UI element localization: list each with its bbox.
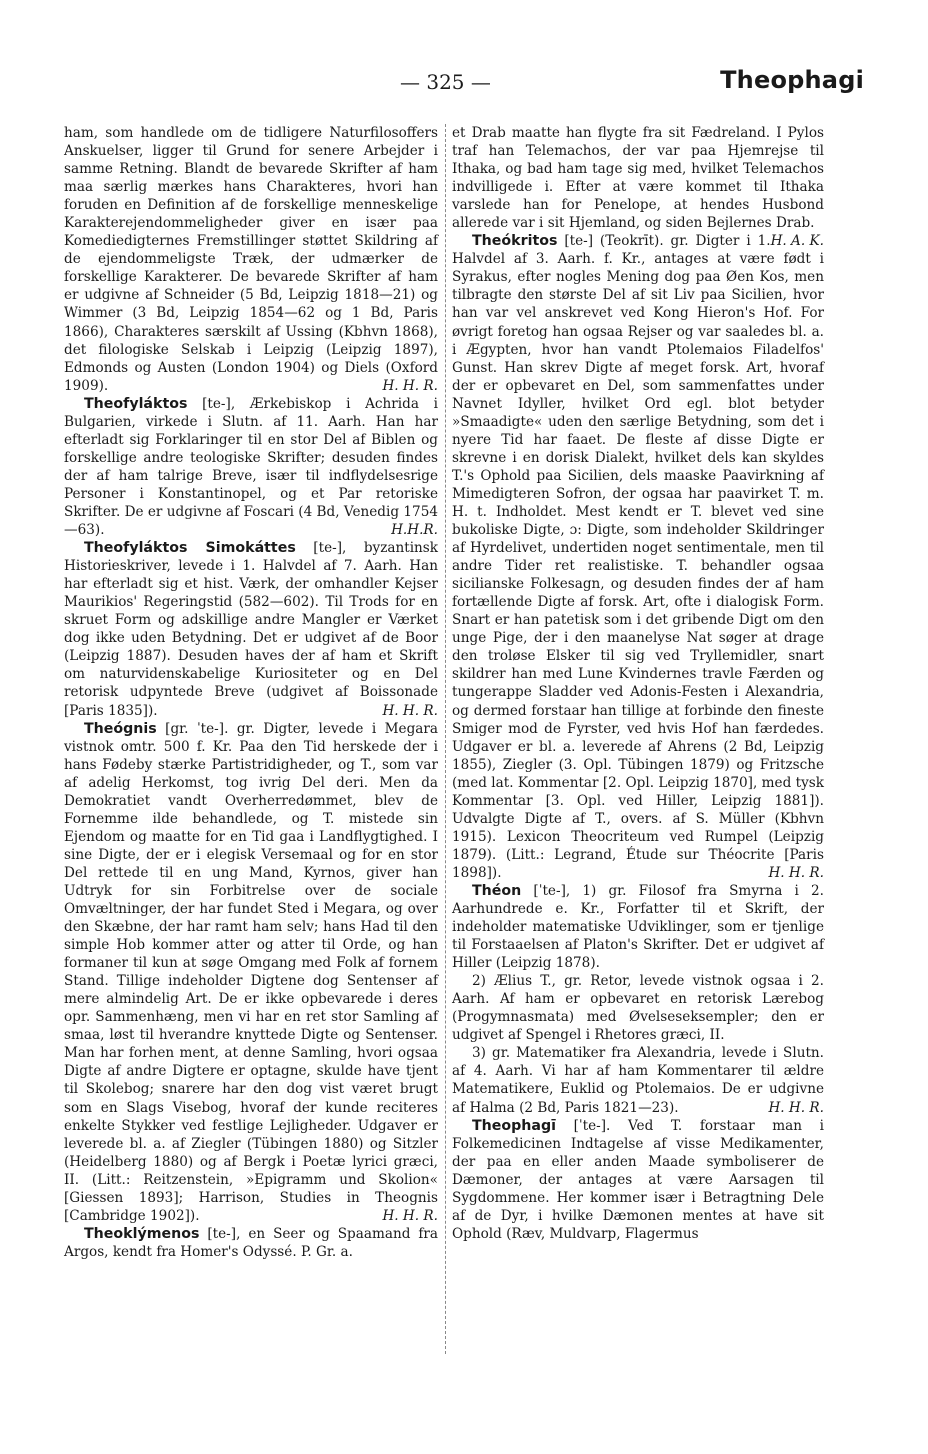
entry-text: [te-], byzantinsk Historieskriver, levede i 1. Halvdel af 7. Aarh. Han har efterladt sig et hist. Værk, der omhandler Kejser Maurikios' Regeringstid (582—602). Til Trods for en skruet Form og adskillige andre Mangler er Værket dog ikke uden Betydning. Det er udgivet af de Boor (Leipzig 1887). Desuden haves der af ham et Skrift om naturvidenskabelige Kuriositeter og en Del retorisk udpyntede Breve (udgivet af Boissonade [Paris 1835]).: [64, 540, 439, 719]
entry-paragraph: [64, 720, 438, 1225]
page-header: [60, 66, 864, 106]
running-head: Theophagi: [720, 66, 864, 94]
entry-text: [ˈte-], 1) gr. Filosof fra Smyrna i 2. Aarhundrede e. Kr., Forfatter til et Skrift, der indeholder matematiske Udviklinger, som er tjenlige til Forstaaelsen af Platon's Skrifter. Det er udgivet af Hiller (Leipzig 1878).: [452, 882, 825, 972]
entry-text: [te-] (Teokrīt). gr. Digter i 1. Halvdel af 3. Aarh. f. Kr., antages at være født i Syrakus, efter nogles Mening dog paa Øen Kos, men tilbragte den største Del af sit Liv paa Sicilien, hvor han var vel anskrevet ved Kong Hieron's Hof. For øvrigt foretog han ogsaa Rejser og var saaledes bl. a. i Ægypten, hvor han vandt Ptolemaios Filadelfos' Gunst. Han skrev Digte af meget forsk. Art, hvoraf der er opbevaret en Del, som sammenfattes under Navnet Idyller, hvilket Ord egl. blot betyder »Smaadigte« uden den særlige Betydning, som det i nyere Tid har faaet. De fleste af disse Digte er skrevne i en dorisk Dialekt, hvilket dels kan skyldes T.'s Ophold paa Sicilien, dels maaske Paavirkning af Mimedigteren Sofron, der ogsaa har paavirket T. m. H. t. Indholdet. Mest kendt er T. blevet ved sine bukoliske Digte, ɔ: Digte, som indeholder Skildringer af Hyrdelivet, undertiden noget sentimentale, men til andre Tider ret realistiske. T. behandler ogsaa sicilianske Folkesagn, og desuden findes der af ham fortællende Digte af forsk. Art, ofte i dialogisk Form. Snart er han patetisk som i det gribende Digt om den unge Pige, der i den maanelyse Nat søger at drage den troløse Elsker til sig ved Tryllemidler, snart skildrer han med Lune Kvindernes travle Færden og tungerappe Sladder ved Adonis-Festen i Alexandria, og dermed forstaar han tillige at forbinde den fineste Smiger mod de Fyrster, ved hvis Hof han færdedes. Udgaver er bl. a. leverede af Ahrens (2 Bd, Leipzig 1855), Ziegler (3. Opl. Tübingen 1879) og Fritzsche (med lat. Kommentar [2. Opl. Leipzig 1870], med tysk Kommentar [3. Opl. ved Hiller, Leipzig 1881]). Udvalgte Digte af T., overs. af S. Müller (Kbhvn 1915). Lexicon Theocriteum ved Rumpel (Leipzig 1879). (Litt.: Legrand, Étude sur Théocrite [Paris 1898]).: [452, 233, 824, 881]
entry-headword: Theofyláktos Simokáttes: [84, 540, 296, 557]
entry-paragraph: [452, 882, 824, 972]
entry-paragraph: [452, 972, 824, 1044]
author-signature: H.H.R.: [391, 522, 438, 539]
author-signature: H. A. K.: [770, 233, 824, 250]
page-number: — 325 —: [400, 70, 491, 94]
author-signature: H. H. R.: [382, 377, 438, 394]
entry-text: 3) gr. Matematiker fra Alexandria, levede i Slutn. af 4. Aarh. Vi har af ham Kommentarer til ældre Matematikere, Euklid og Ptolemaios. De er udgivne af Halma (2 Bd, Paris 1821—23).: [452, 1045, 824, 1116]
entry-paragraph: [64, 124, 438, 395]
entry-paragraph: [64, 539, 438, 719]
entry-headword: Theophagī: [472, 1117, 556, 1134]
author-signature: H. H. R.: [768, 1099, 824, 1116]
entry-headword: Theoklýmenos: [84, 1225, 200, 1242]
entry-headword: Théon: [472, 882, 522, 899]
entry-headword: Theógnis: [84, 720, 157, 737]
entry-paragraph: [452, 1044, 824, 1116]
entry-paragraph: [452, 1117, 824, 1243]
author-signature: H. H. R.: [382, 1207, 438, 1224]
entry-paragraph: [64, 1225, 438, 1261]
entry-text: 2) Ælius T., gr. Retor, levede vistnok ogsaa i 2. Aarh. Af ham er opbevaret en retorisk Lærebog (Progymnasmata) med Øvelseseksempler; den er udgivet af Spengel i Rhetores græci, II.: [452, 973, 824, 1044]
entry-headword: Theókritos: [472, 233, 558, 250]
left-column: [64, 124, 438, 1261]
entry-text: [te-], Ærkebiskop i Achrida i Bulgarien, virkede i Slutn. af 11. Aarh. Han har efterladt sig Forklaringer til en stor Del af Biblen og forskellige andre teologiske Skrifter; desuden findes der af ham talrige Breve, især til indflydelsesrige Personer i Konstantinopel, og et Par retoriske Skrifter. De er udgivne af Foscari (4 Bd, Venedig 1754—63).: [64, 395, 438, 539]
author-signature: H. H. R.: [768, 864, 824, 881]
entry-text: ham, som handlede om de tidligere Naturfilosoffers Anskuelser, ligger til Grund for senere Arbejder i samme Retning. Blandt de bevarede Skrifter af ham maa særlig mærkes hans Charakteres, hvori han foruden en Definition af de forskellige menneskelige Karakterejendommeligheder giver en især paa Komediedigternes Fremstillinger støttet Skildring af de ejendommeligste Træk, der udmærker de forskellige Karakterer. De bevarede Skrifter af ham er udgivne af Schneider (5 Bd, Leipzig 1818—21) og Wimmer (3 Bd, Leipzig 1854—62 og 1 Bd, Paris 1866), Charakteres særskilt af Ussing (Kbhvn 1868), det filologiske Selskab i Leipzig (Leipzig 1897), Edmonds og Austen (London 1904) og Diels (Oxford 1909).: [64, 125, 438, 394]
entry-paragraph: [452, 232, 824, 882]
entry-text: et Drab maatte han flygte fra sit Fædreland. I Pylos traf han Telemachos, der var paa Hjemrejse til Ithaka, og bad ham tage sig med, hvilket Telemachos indvilligede i. Efter at være kommet til Ithaka varslede han for Penelope, at hendes Husbond allerede var i sit Hjemland, og siden Bejlernes Drab.: [452, 125, 824, 232]
column-divider: [445, 124, 446, 1354]
author-signature: H. H. R.: [382, 702, 438, 719]
entry-paragraph: [64, 395, 438, 539]
entry-text: [ˈte-]. Ved T. forstaar man i Folkemedicinen Indtagelse af visse Medikamenter, der paa en eller anden Maade symboliserer de Dæmoner, der antages at være Aarsagen til Sygdommene. Her kommer især i Betragtning Dele af de Dyr, i hvilke Dæmonen mentes at have sit Ophold (Ræv, Muldvarp, Flagermus: [452, 1117, 824, 1242]
entry-headword: Theofyláktos: [84, 395, 188, 412]
right-column: [452, 124, 824, 1243]
entry-text: [te-], en Seer og Spaamand fra Argos, kendt fra Homer's Odyssé. P. Gr. a.: [64, 1225, 438, 1260]
entry-text: [gr. ˈte-]. gr. Digter, levede i Megara vistnok omtr. 500 f. Kr. Paa den Tid herskede der i hans Fødeby stærke Partistridigheder, og T., som var af adelig Herkomst, tog ivrig Del deri. Men da Demokratiet vandt Overherredømmet, blev de Fornemme ilde behandlede, og T. mistede sin Ejendom og maatte for en Tid gaa i Landflygtighed. I sine Digte, der er i elegisk Versemaal og for en stor Del rettede til en ung Mand, Kyrnos, giver han Udtryk for sin Forbitrelse over de sociale Omvæltninger, der har fundet Sted i Megara, og over den Skæbne, der har ramt ham selv; hans Had til den simple Hob kommer atter og atter til Orde, og han formaner til kun at søge Omgang med Folk af fornem Stand. Tillige indeholder Digtene dog Sentenser af mere almindelig Art. De er ikke opbevarede i deres opr. Sammenhæng, men vi har en ret stor Samling af smaa, løst til hverandre knyttede Digte og Sentenser. Man har forhen ment, at denne Samling, hvori ogsaa Digte af andre Digtere er optagne, skulde have tjent til Skolebog; snarere har den dog vist været brugt som en Slags Visebog, hvoraf der kunde reciteres enkelte Stykker ved festlige Lejligheder. Udgaver er leverede bl. a. af Ziegler (Tübingen 1880) og Sitzler (Heidelberg 1880) og af Bergk i Poetæ lyrici græci, II. (Litt.: Reitzenstein, »Epigramm und Skolion« [Giessen 1893]; Harrison, Studies in Theognis [Cambridge 1902]).: [64, 720, 438, 1224]
